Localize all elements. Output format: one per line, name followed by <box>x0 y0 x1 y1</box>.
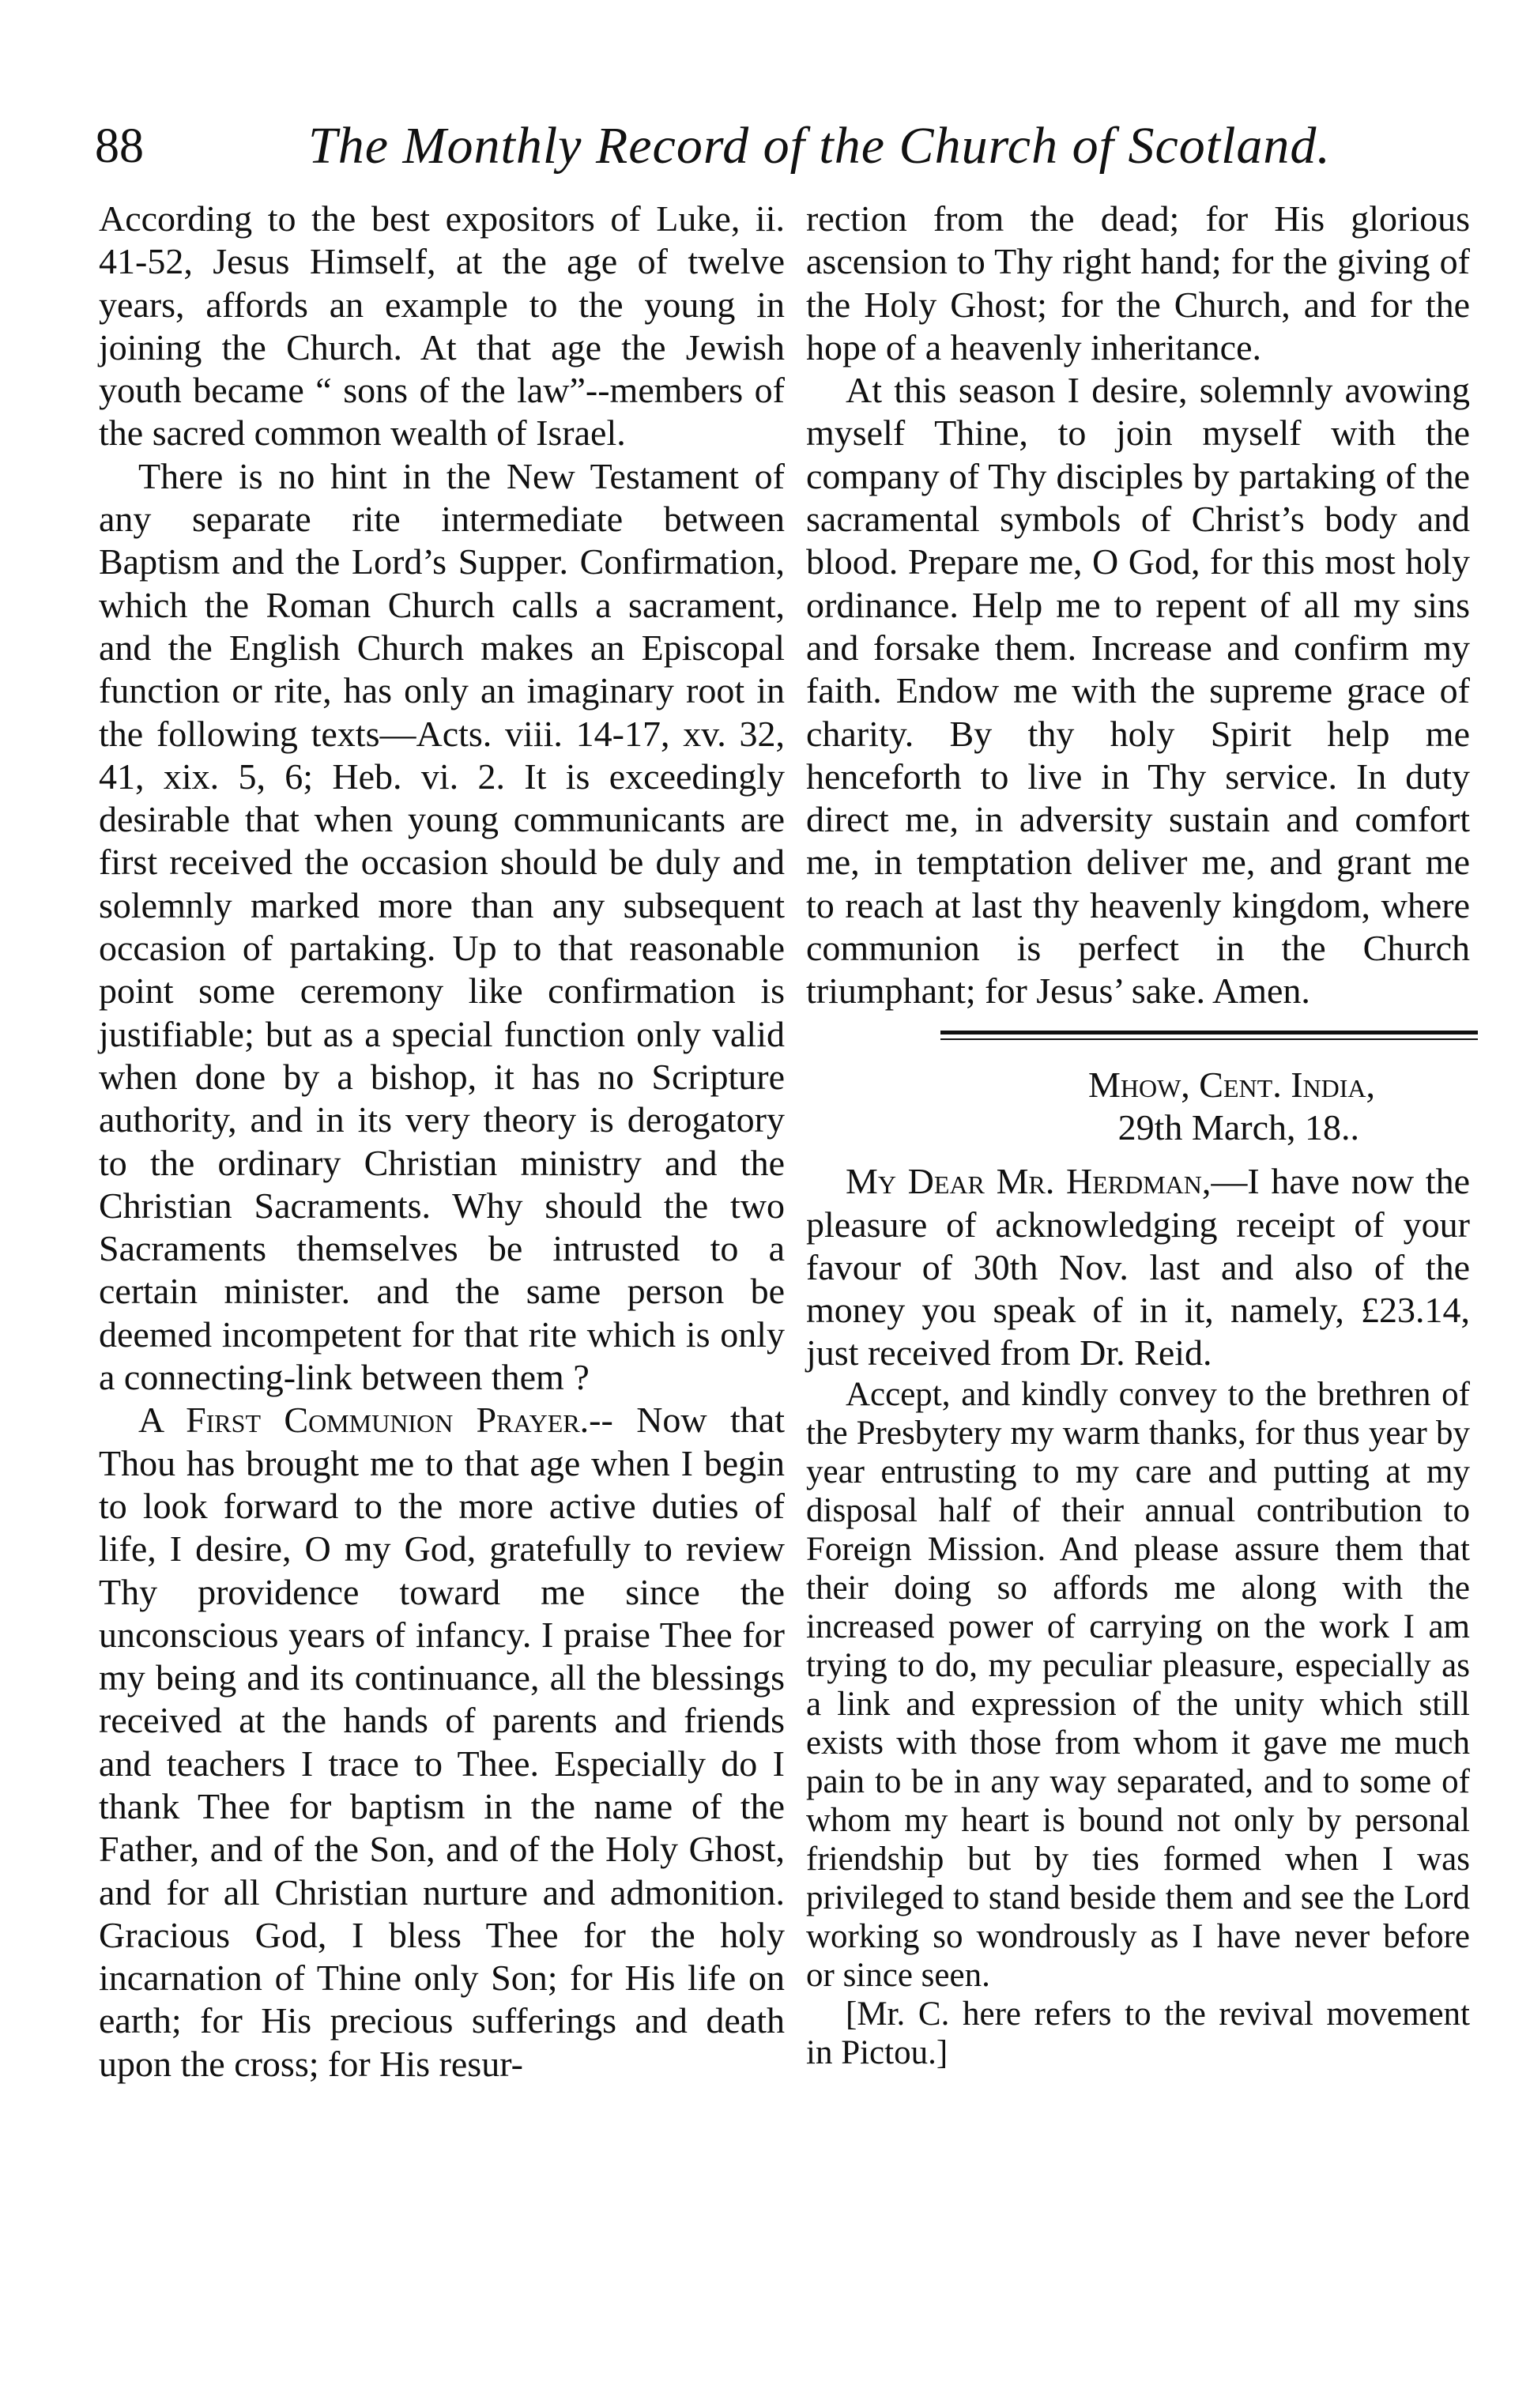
letter-dateline-date: 29th March, 18.. <box>1117 1106 1359 1147</box>
letter-salutation: My Dear Mr. Herdman, <box>846 1161 1212 1202</box>
paragraph-luke: According to the best expositors of Luke, ii. 41-52, Jesus Himself, at the age of twelve years, affords an example to the young in joining the Church. At that age the Jewish youth became “ sons of the law”--members of the sacred common wealth of Israel. <box>99 198 785 454</box>
divider-thin-rule <box>940 1038 1478 1040</box>
paragraph-prayer-continued: rection from the dead; for His glorious ascension to Thy right hand; for the giving of the Holy Ghost; for the Church, and for the hope of a heavenly inheritance. <box>806 198 1470 367</box>
running-title: The Monthly Record of the Church of Scotland. <box>308 117 1331 175</box>
section-heading: A First Communion Prayer. <box>138 1400 590 1441</box>
letter-body: Accept, and kindly convey to the brethren of the Presbytery my warm thanks, for thus year by year entrusting to my care and putting at my disposal half of their annual contribution to Foreign Mission. And please assure them that their doing so affords me along with the increased power of carrying on the work I am trying to do, my peculiar pleasure, especially as a link and expression of the unity which still exists with those from whom it gave me much pain to be in any way separated, and to some of whom my heart is bound not only by personal friendship but by ties formed when I was privileged to stand beside them and see the Lord working so wondrously as I have never before or since seen. <box>806 1375 1470 1994</box>
paragraph-first-communion-prayer <box>99 1399 785 2086</box>
page-number: 88 <box>95 119 144 173</box>
left-column <box>99 198 785 2086</box>
prayer-text: -- Now that Thou has brought me to that age when I begin to look forward to the more active duties of life, I desire, O my God, gratefully to review Thy providence toward me since the unconscious years of infancy. I praise Thee for my being and its continuance, all the blessings received at the hands of parents and friends and teachers I trace to Thee. Especially do I thank Thee for baptism in the name of the Father, and of the Son, and of the Holy Ghost, and for all Christian nurture and admonition. Gracious God, I bless Thee for the holy incarnation of Thine only Son; for His life on earth; for His precious sufferings and death upon the cross; for His resur- <box>99 1400 786 2084</box>
letter-opening <box>806 1160 1470 1374</box>
letter-editorial-note: [Mr. C. here refers to the revival movement in Pictou.] <box>806 1995 1470 2071</box>
right-column <box>806 198 1470 2072</box>
paragraph-prayer-season: At this season I desire, solemnly avowing myself Thine, to join myself with the company of Thy disciples by partaking of the sacramental symbols of Christ’s body and blood. Prepare me, O God, for this most holy ordinance. Help me to repent of all my sins and forsake them. Increase and confirm my faith. Endow me with the supreme grace of charity. By thy holy Spirit help me henceforth to live in Thy service. In duty direct me, in adversity sustain and comfort me, in temptation deliver me, and grant me to reach at last thy heavenly kingdom, where communion is perfect in the Church triumphant; for Jesus’ sake. Amen. <box>806 370 1470 1012</box>
letter-opening-text: —I have now the pleasure of acknowledging receipt of your favour of 30th Nov. last and also of the money you speak of in it, namely, £23.14, just received from Dr. Reid. <box>806 1161 1470 1374</box>
divider-thick-rule <box>940 1031 1478 1034</box>
section-divider <box>940 1031 1478 1040</box>
page-header <box>95 111 1438 182</box>
paragraph-confirmation: There is no hint in the New Testament of any separate rite intermediate between Baptism and the Lord’s Supper. Confirmation, which the Roman Church calls a sacrament, and the English Church makes an Episcopal function or rite, has only an imaginary root in the following texts—Acts. viii. 14-17, xv. 32, 41, xix. 5, 6; Heb. vi. 2. It is exceedingly desirable that when young communicants are first received the occasion should be duly and solemnly marked more than any subsequent occasion of partaking. Up to that reasonable point some ceremony like confirmation is justifiable; but as a special function only valid when done by a bishop, it has no Scripture authority, and in its very theory is derogatory to the ordinary Christian ministry and the Christian Sacraments. Why should the two Sacraments themselves be intrusted to a certain minister. and the same person be deemed incompetent for that rite which is only a connecting-link between them ? <box>99 455 785 1398</box>
letter-dateline-place: Mhow, Cent. India, <box>1087 1064 1375 1105</box>
